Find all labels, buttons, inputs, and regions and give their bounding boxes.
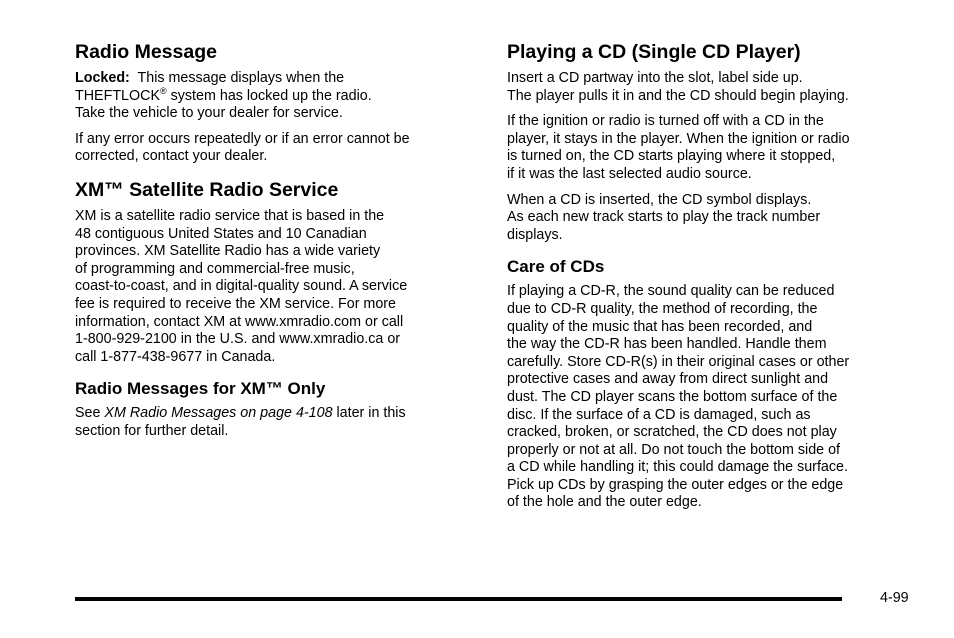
xm-service-heading: XM™ Satellite Radio Service xyxy=(75,178,339,201)
footer-rule xyxy=(75,597,842,601)
radio-message-heading: Radio Message xyxy=(75,41,217,63)
error-paragraph: If any error occurs repeatedly or if an error cannot be corrected, contact your dealer. xyxy=(75,130,410,165)
page-reference-link[interactable]: XM Radio Messages on page 4-108 xyxy=(104,405,333,422)
xm-service-paragraph: XM is a satellite radio service that is based in the 48 contiguous United States and 10 Canadian provinces. XM Satellite Radio has a wide variety of programming and commercial-free music, coast-to-coast, and in digital-quality sound. A service fee is required to receive the XM service. For more information, contact XM at www.xmradio.com or call 1-800-929-2100 in the U.S. and www.xmradio.ca or call 1-877-438-9677 in Canada. xyxy=(75,207,408,365)
playing-cd-paragraph-3: When a CD is inserted, the CD symbol displays. As each new track starts to play the track number displays. xyxy=(507,191,821,243)
care-of-cds-heading: Care of CDs xyxy=(507,257,605,277)
page-number: 4-99 xyxy=(880,590,909,606)
xm-messages-heading: Radio Messages for XM™ Only xyxy=(75,379,326,399)
left-column xyxy=(75,40,465,449)
locked-paragraph: Locked: This message displays when the THEFTLOCK® system has locked up the radio. Take the vehicle to your dealer for service. xyxy=(75,70,372,122)
care-of-cds-paragraph: If playing a CD-R, the sound quality can be reduced due to CD-R quality, the method of recording, the quality of the music that has been recorded, and the way the CD-R has been handled. Handle them carefully. Store CD-R(s) in their original cases or other protective cases and away from direct sunlight and dust. The CD player scans the bottom surface of the disc. If the surface of a CD is damaged, such as cracked, broken, or scratched, the CD does not play properly or not at all. Do not touch the bottom side of a CD while handling it; this could damage the surface. Pick up CDs by grasping the outer edges or the edge of the hole and the outer edge. xyxy=(507,283,850,511)
playing-cd-paragraph-1: Insert a CD partway into the slot, label side up. The player pulls it in and the CD should begin playing. xyxy=(507,70,849,104)
right-column xyxy=(507,40,907,520)
registered-mark: ® xyxy=(160,85,167,96)
xm-messages-paragraph: See XM Radio Messages on page 4-108 later in this section for further detail. xyxy=(75,405,406,439)
locked-label: Locked: xyxy=(75,70,130,86)
playing-cd-paragraph-2: If the ignition or radio is turned off with a CD in the player, it stays in the player. When the ignition or radio is turned on, the CD starts playing where it stopped, if it was the last selected audio source. xyxy=(507,113,850,182)
playing-cd-heading: Playing a CD (Single CD Player) xyxy=(507,41,801,63)
